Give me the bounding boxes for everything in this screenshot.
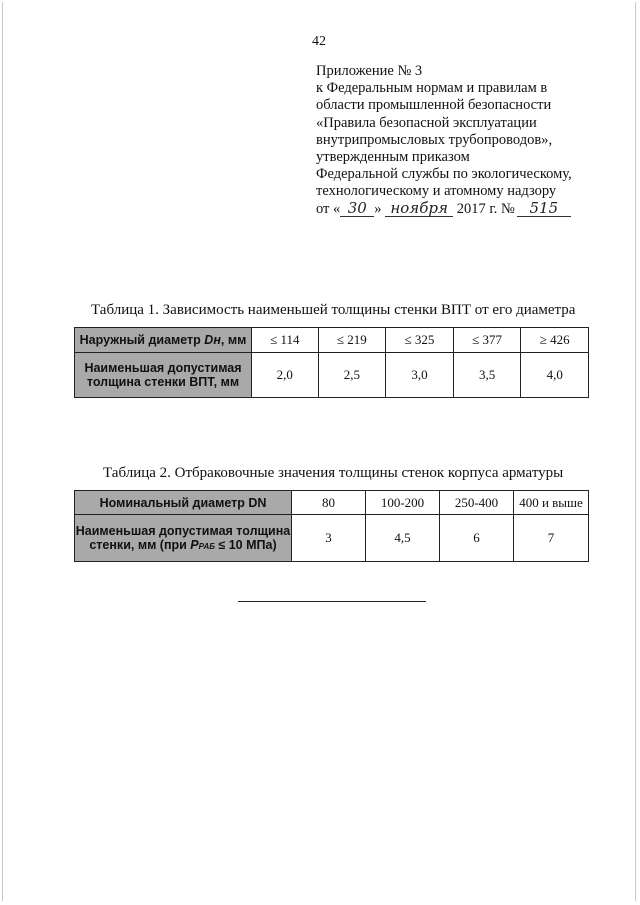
table2-dn-cell: 400 и выше xyxy=(514,491,589,515)
page-number: 42 xyxy=(312,34,326,49)
table1-diameter-cell: ≤ 219 xyxy=(318,328,386,353)
table1-thickness-cell: 2,5 xyxy=(318,353,386,398)
table2-dn-cell: 100-200 xyxy=(366,491,440,515)
table2-dn-row xyxy=(75,491,589,515)
appendix-line: утвержденным приказом xyxy=(316,149,470,166)
table2-dn-cell: 250-400 xyxy=(440,491,514,515)
pressure-subscript: РАБ xyxy=(198,542,215,551)
table1-diameter-row xyxy=(75,328,589,353)
end-rule xyxy=(238,601,426,602)
year-text: 2017 г. № xyxy=(456,200,515,217)
appendix-line: внутрипромысловых трубопроводов», xyxy=(316,131,553,148)
appendix-line: «Правила безопасной эксплуатации xyxy=(316,114,537,131)
table1-thickness-header: Наименьшая допустимая толщина стенки ВПТ, мм xyxy=(75,353,252,398)
diameter-symbol: Dн xyxy=(204,333,221,347)
table1-thickness-cell: 3,5 xyxy=(453,353,521,398)
table1-caption: Таблица 1. Зависимость наименьшей толщины стенки ВПТ от его диаметра xyxy=(91,302,576,318)
appendix-line: Приложение № 3 xyxy=(316,63,423,79)
table1-diameter-cell: ≥ 426 xyxy=(521,328,589,353)
table1-diameter-header: Наружный диаметр Dн, мм xyxy=(75,328,252,353)
table1-thickness-row xyxy=(75,353,589,398)
date-close-quote: » xyxy=(374,200,382,217)
table1-thickness-cell: 2,0 xyxy=(252,353,319,398)
table2-thickness-cell: 3 xyxy=(292,515,366,562)
table1 xyxy=(74,327,589,398)
appendix-line: Федеральной службы по экологическому, xyxy=(316,166,572,183)
table2-thickness-header: Наименьшая допустимая толщина стенки, мм (при PРАБ ≤ 10 МПа) xyxy=(75,515,292,562)
appendix-line: технологическому и атомному надзору xyxy=(316,183,557,200)
table1-diameter-cell: ≤ 325 xyxy=(386,328,454,353)
table1-thickness-cell: 3,0 xyxy=(386,353,454,398)
appendix-heading xyxy=(316,63,616,218)
handwritten-order-number: 515 xyxy=(517,201,571,217)
table1-thickness-cell: 4,0 xyxy=(521,353,589,398)
order-date-line xyxy=(316,198,616,218)
table2-thickness-cell: 6 xyxy=(440,515,514,562)
handwritten-month: ноября xyxy=(385,201,453,217)
date-prefix: от « xyxy=(316,200,341,217)
pressure-symbol: P xyxy=(190,538,199,552)
table1-diameter-cell: ≤ 377 xyxy=(453,328,521,353)
appendix-line: к Федеральным нормам и правилам в xyxy=(316,80,548,97)
table2 xyxy=(74,490,589,562)
table2-thickness-cell: 7 xyxy=(514,515,589,562)
table2-caption: Таблица 2. Отбраковочные значения толщины стенок корпуса арматуры xyxy=(103,465,564,481)
handwritten-day: 30 xyxy=(340,201,374,217)
table1-diameter-cell: ≤ 114 xyxy=(252,328,319,353)
appendix-line: области промышленной безопасности xyxy=(316,97,552,114)
table2-thickness-cell: 4,5 xyxy=(366,515,440,562)
table2-dn-header: Номинальный диаметр DN xyxy=(75,491,292,515)
table2-thickness-row xyxy=(75,515,589,562)
table2-dn-cell: 80 xyxy=(292,491,366,515)
